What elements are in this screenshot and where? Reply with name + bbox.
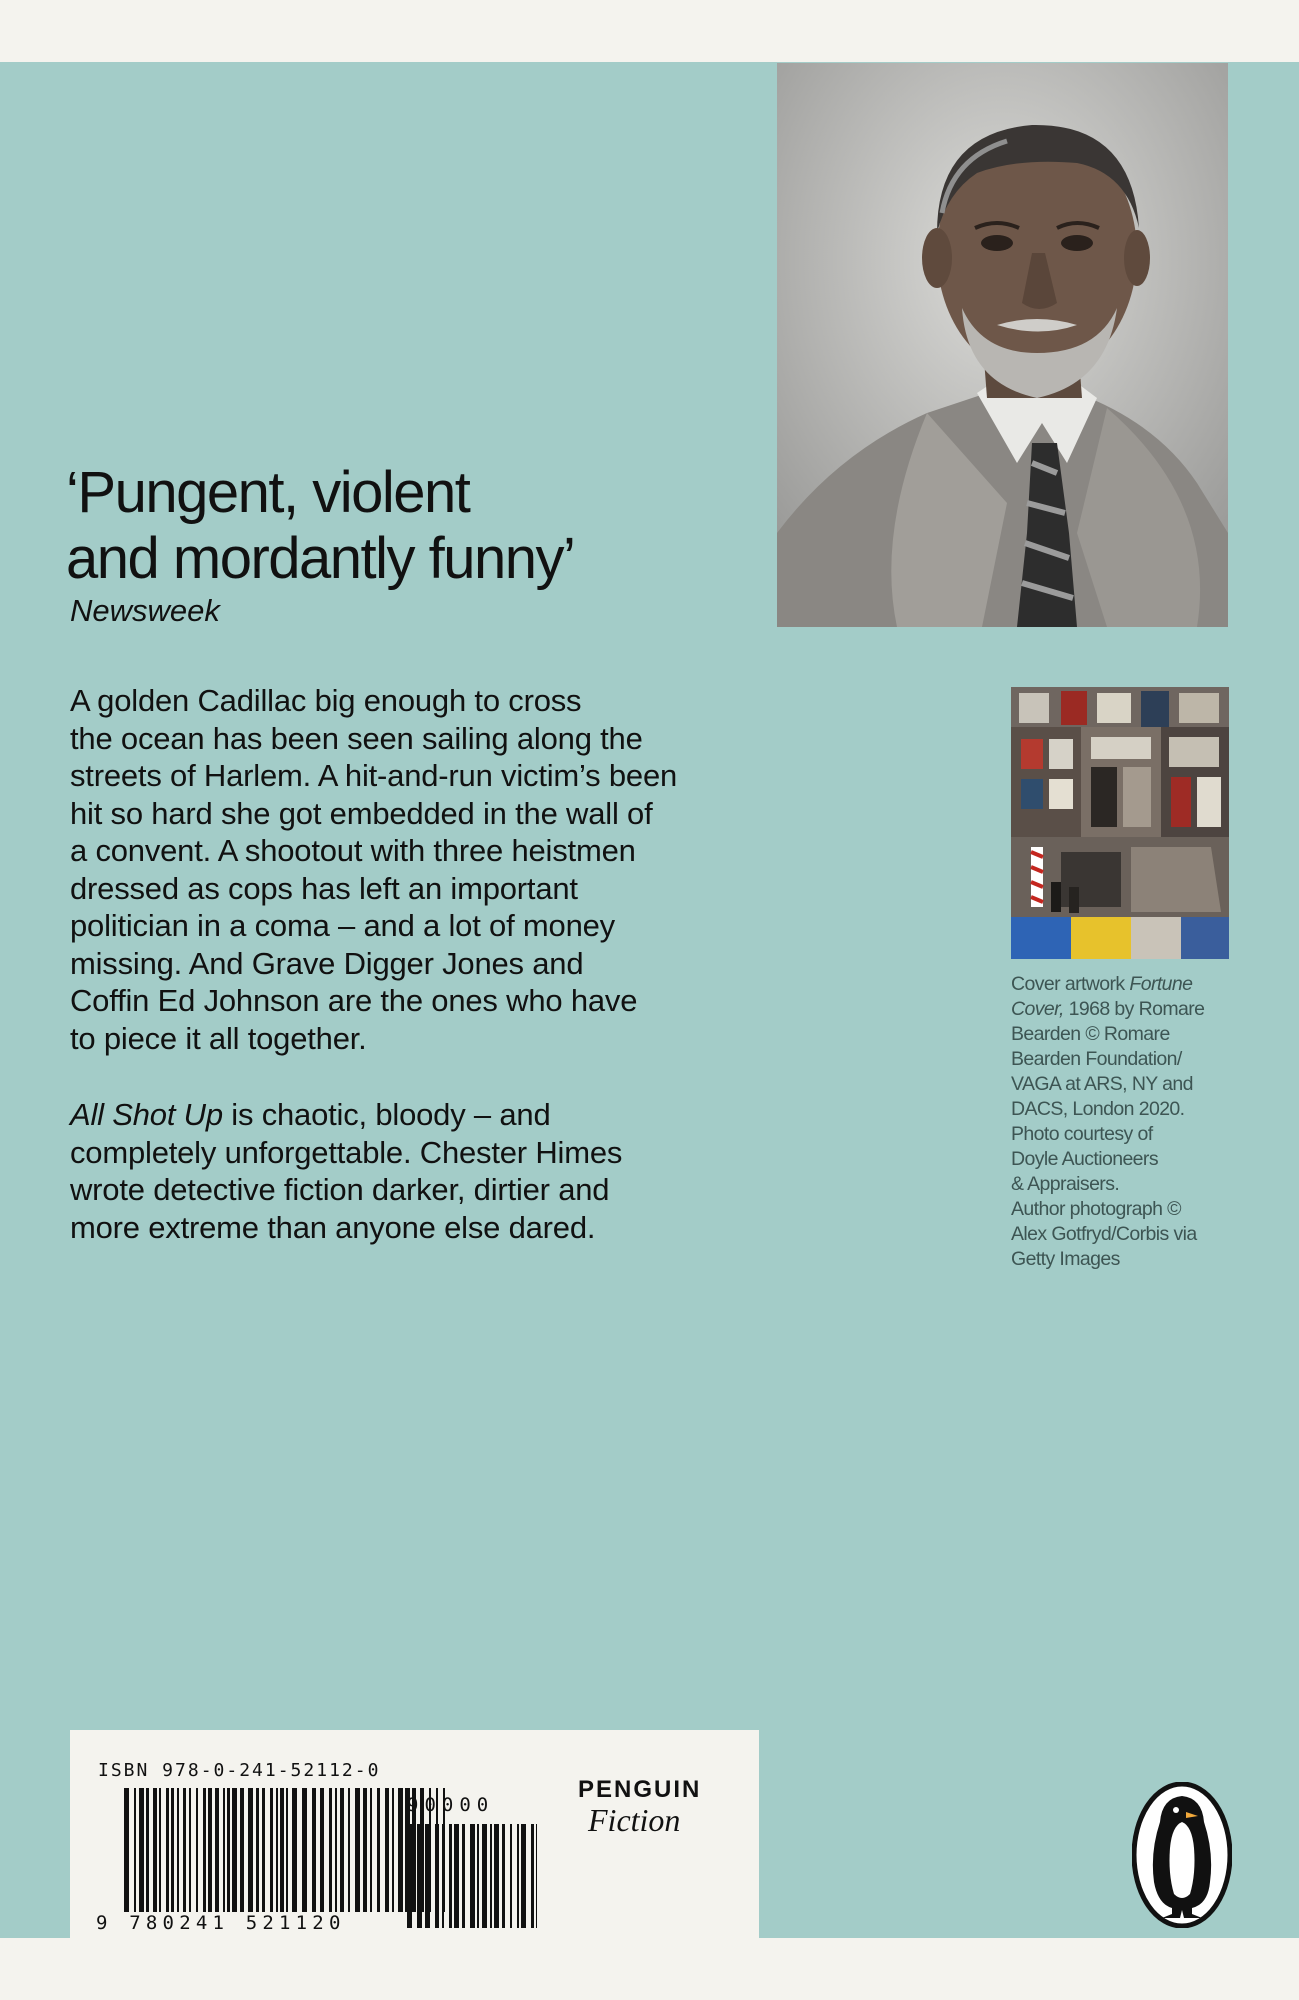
barcode-bar [232, 1788, 237, 1912]
barcode-bar [417, 1824, 422, 1928]
credits-line: Alex Gotfryd/Corbis via [1011, 1223, 1197, 1245]
barcode-bar [134, 1788, 136, 1912]
credits-line: Bearden Foundation/ [1011, 1048, 1182, 1070]
blurb-paragraph-2 [70, 1096, 770, 1246]
quote-source: Newsweek [70, 593, 220, 628]
cover-credits [1011, 972, 1251, 1272]
barcode-bar [139, 1788, 144, 1912]
barcode-bar [531, 1824, 534, 1928]
blurb-line: missing. And Grave Digger Jones and [70, 945, 584, 981]
barcode-bar [385, 1788, 389, 1912]
blurb-line: the ocean has been seen sailing along the [70, 720, 643, 756]
quote-line: ‘Pungent, violent [66, 460, 470, 525]
credits-line [1011, 972, 1251, 997]
credits-line: Doyle Auctioneers [1011, 1148, 1158, 1170]
barcode-bar [363, 1788, 367, 1912]
quote-line: and mordantly funny’ [66, 526, 575, 591]
barcode-bar [166, 1788, 169, 1912]
barcode-bar [270, 1788, 273, 1912]
barcode-bar [262, 1788, 265, 1912]
barcode-bar [171, 1788, 174, 1912]
penguin-logo-icon [1132, 1782, 1232, 1928]
barcode-bar [392, 1788, 394, 1912]
barcode-bar [215, 1788, 219, 1912]
barcode-bar [462, 1824, 465, 1928]
barcode-bar [124, 1788, 129, 1912]
ean-digits: 9 780241 521120 [96, 1912, 346, 1934]
blurb-line [70, 1096, 770, 1134]
barcode-bar [146, 1788, 149, 1912]
credits-text: 1968 by Romare [1063, 998, 1205, 1020]
barcode-bar [435, 1824, 439, 1928]
barcode-bar [517, 1824, 519, 1928]
credits-line: Photo courtesy of [1011, 1123, 1153, 1145]
blurb-line: a convent. A shootout with three heistmen [70, 833, 636, 868]
blurb-line: A golden Cadillac big enough to cross [70, 683, 582, 718]
barcode-bar [521, 1824, 526, 1928]
credits-text: Cover artwork [1011, 973, 1130, 995]
barcode-bar [159, 1788, 161, 1912]
barcode-bar [335, 1788, 337, 1912]
credits-line: Getty Images [1011, 1248, 1120, 1270]
barcode-bar [398, 1788, 403, 1912]
barcode-bar [477, 1824, 479, 1928]
barcode-bar [320, 1788, 324, 1912]
blurb-line: politician in a coma – and a lot of money [70, 908, 615, 943]
blurb-line: wrote detective fiction darker, dirtier and [70, 1172, 610, 1207]
barcode-bar [329, 1788, 332, 1912]
credits-line [1011, 997, 1251, 1022]
barcode-bar [502, 1824, 505, 1928]
barcode-bar [256, 1788, 259, 1912]
series-name: Fiction [588, 1802, 681, 1838]
barcode-bar [312, 1788, 316, 1912]
barcode-bar [227, 1788, 230, 1912]
blurb-line: to piece it all together. [70, 1020, 367, 1056]
barcode-bar [340, 1788, 344, 1912]
barcode-bar [196, 1788, 198, 1912]
blurb-line-rest: is chaotic, bloody – and [222, 1097, 551, 1132]
blurb-line: Coffin Ed Johnson are the ones who have [70, 983, 638, 1018]
publisher-name: PENGUIN [578, 1776, 702, 1803]
barcode-bar [348, 1788, 350, 1912]
barcode-bar [280, 1788, 284, 1912]
blurb-paragraph-1 [70, 682, 770, 1057]
barcode-bar [490, 1824, 492, 1928]
credits-line: VAGA at ARS, NY and [1011, 1073, 1193, 1095]
credits-line: DACS, London 2020. [1011, 1098, 1185, 1120]
barcode-bar [276, 1788, 278, 1912]
barcode-bar [407, 1824, 412, 1928]
barcode-bar [208, 1788, 212, 1912]
barcode-bar [302, 1788, 307, 1912]
review-quote [66, 460, 766, 592]
barcode-bar [377, 1788, 380, 1912]
addon-barcode [407, 1824, 537, 1928]
book-title: All Shot Up [70, 1097, 223, 1132]
artwork-title: Cover, [1011, 998, 1064, 1020]
blurb-line: streets of Harlem. A hit-and-run victim’s been [70, 758, 678, 793]
blurb-line: hit so hard she got embedded in the wall of [70, 795, 653, 831]
blurb-line: dressed as cops has left an important [70, 870, 578, 906]
artwork-title: Fortune [1129, 973, 1193, 995]
barcode-bar [183, 1788, 186, 1912]
barcode-bar [203, 1788, 206, 1912]
barcode-bar [153, 1788, 157, 1912]
barcode-bar [286, 1788, 288, 1912]
barcode-bar [292, 1788, 297, 1912]
barcode-bar [425, 1824, 430, 1928]
barcode-bar [470, 1824, 475, 1928]
barcode-bar [189, 1788, 191, 1912]
barcode-bar [449, 1824, 452, 1928]
barcode-bar [536, 1824, 537, 1928]
author-photograph [777, 63, 1228, 627]
barcode-bar [355, 1788, 360, 1912]
barcode-bar [248, 1788, 253, 1912]
cover-artwork-thumbnail [1011, 687, 1229, 959]
barcode-bar [370, 1788, 372, 1912]
barcode-bar [494, 1824, 499, 1928]
ean-barcode [124, 1788, 446, 1912]
blurb-line: more extreme than anyone else dared. [70, 1209, 596, 1245]
barcode-bar [442, 1824, 444, 1928]
barcode-bar [482, 1824, 487, 1928]
addon-digits: 90000 [407, 1794, 495, 1816]
barcode-bar [454, 1824, 459, 1928]
isbn-label: ISBN 978-0-241-52112-0 [98, 1760, 381, 1781]
barcode-box [70, 1730, 759, 1938]
barcode-bar [510, 1824, 512, 1928]
credits-line: Author photograph © [1011, 1198, 1181, 1220]
credits-line: Bearden © Romare [1011, 1023, 1170, 1045]
barcode-bar [177, 1788, 179, 1912]
credits-line: & Appraisers. [1011, 1173, 1120, 1195]
barcode-bar [223, 1788, 225, 1912]
barcode-bar [240, 1788, 244, 1912]
blurb-line: completely unforgettable. Chester Himes [70, 1134, 623, 1170]
